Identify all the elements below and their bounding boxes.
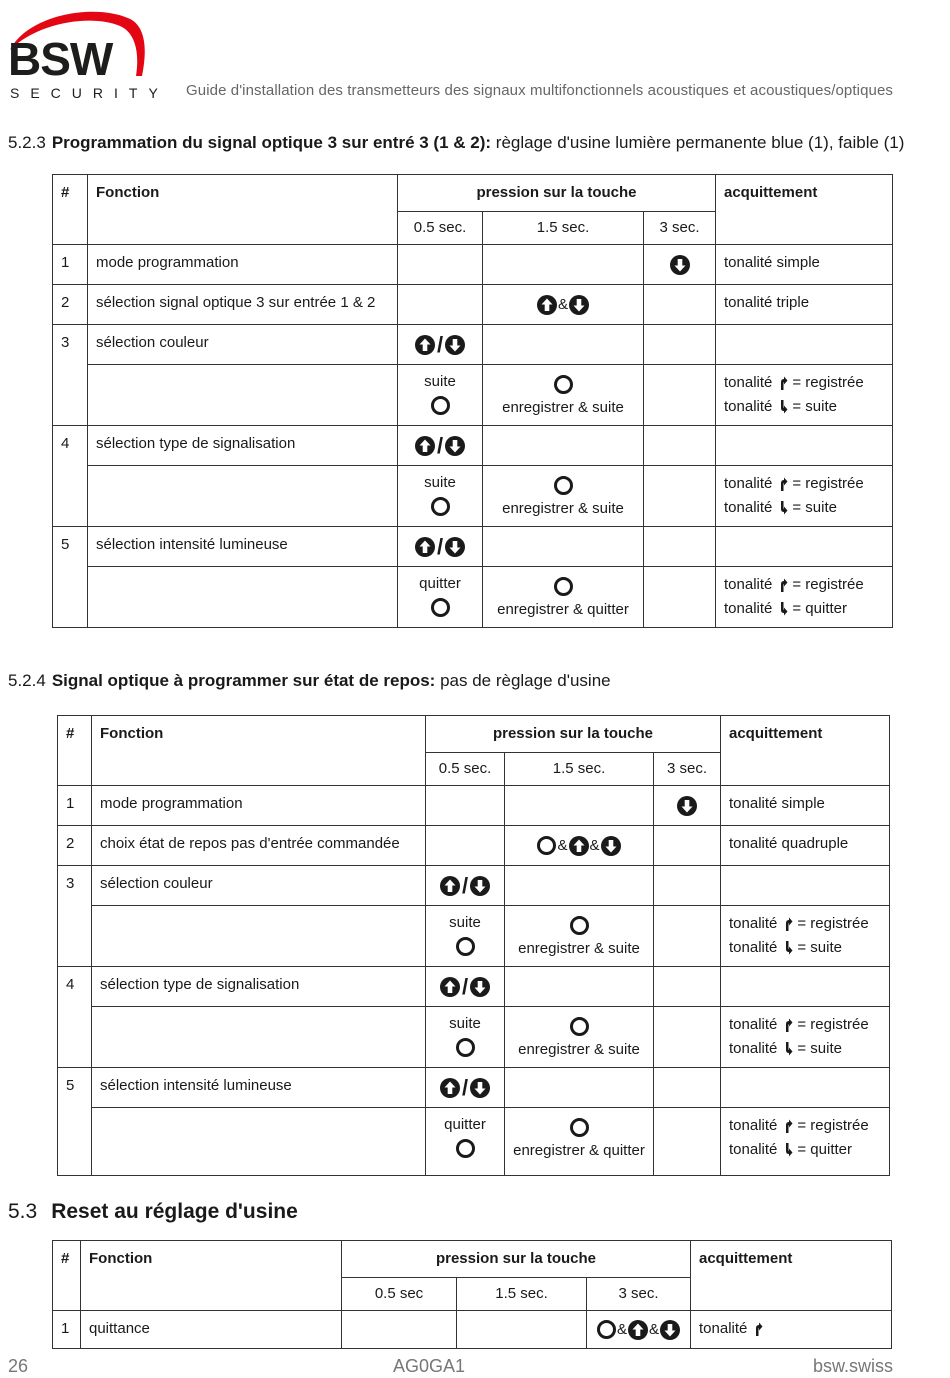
col-pression-header: pression sur la touche bbox=[342, 1241, 691, 1278]
section-title: Reset au réglage d'usine bbox=[51, 1200, 298, 1223]
key-circle-icon bbox=[456, 1139, 475, 1158]
col-acq-header: acquittement bbox=[716, 175, 893, 212]
key-circle-icon bbox=[570, 916, 589, 935]
table-reset-53 bbox=[52, 1240, 892, 1349]
logo-subtitle: SECURITY bbox=[10, 85, 169, 101]
logo-wordmark: BSW bbox=[8, 33, 113, 85]
table-row: suite enregistrer & suite tonalité = registrée tonalité = suite bbox=[58, 1007, 890, 1068]
col-fonction-header: Fonction bbox=[81, 1241, 342, 1278]
section-523-title bbox=[8, 133, 904, 153]
tone-down-icon bbox=[783, 1042, 793, 1056]
tone-down-icon bbox=[783, 941, 793, 955]
down-arrow-icon bbox=[470, 977, 490, 997]
section-53-title bbox=[8, 1200, 298, 1224]
down-arrow-icon bbox=[569, 295, 589, 315]
table-row: 1 quittance & & tonalité bbox=[53, 1311, 892, 1349]
tone-up-icon bbox=[783, 1119, 793, 1133]
tone-down-icon bbox=[778, 602, 788, 616]
down-arrow-icon bbox=[677, 796, 697, 816]
tone-up-icon bbox=[778, 578, 788, 592]
tone-up-icon bbox=[778, 477, 788, 491]
up-arrow-icon bbox=[440, 1078, 460, 1098]
up-arrow-icon bbox=[569, 836, 589, 856]
table-row: 3 sélection couleur / bbox=[53, 325, 893, 365]
col-3-header: 3 sec. bbox=[654, 753, 721, 786]
section-title-rest: règlage d'usine lumière permanente blue (1), faible (1) bbox=[491, 133, 905, 152]
key-circle-icon bbox=[537, 836, 556, 855]
tone-down-icon bbox=[778, 400, 788, 414]
key-circle-icon bbox=[570, 1017, 589, 1036]
table-row: 4 sélection type de signalisation / bbox=[53, 426, 893, 466]
section-title-bold: Signal optique à programmer sur état de repos: bbox=[51, 671, 436, 690]
key-circle-icon bbox=[597, 1320, 616, 1339]
down-arrow-icon bbox=[445, 537, 465, 557]
col-05-header: 0.5 sec. bbox=[398, 212, 483, 245]
tone-up-icon bbox=[778, 376, 788, 390]
table-programmation-523 bbox=[52, 174, 893, 628]
col-num-header: # bbox=[53, 1241, 81, 1278]
col-15-header: 1.5 sec. bbox=[457, 1278, 587, 1311]
table-row: 1 mode programmation tonalité simple bbox=[53, 245, 893, 285]
table-row: suite enregistrer & suite tonalité = registrée tonalité = suite bbox=[58, 906, 890, 967]
table-row: 1 mode programmation tonalité simple bbox=[58, 786, 890, 826]
tone-down-icon bbox=[783, 1143, 793, 1157]
col-fonction-header: Fonction bbox=[92, 716, 426, 753]
table-row: 5 sélection intensité lumineuse / bbox=[58, 1068, 890, 1108]
tone-up-icon bbox=[783, 1018, 793, 1032]
col-num-header: # bbox=[58, 716, 92, 753]
section-524-title bbox=[8, 671, 611, 691]
section-title-rest: pas de règlage d'usine bbox=[435, 671, 611, 690]
up-arrow-icon bbox=[415, 436, 435, 456]
table-row: suite enregistrer & suite tonalité = registrée tonalité = suite bbox=[53, 466, 893, 527]
col-05-header: 0.5 sec. bbox=[426, 753, 505, 786]
col-acq-header: acquittement bbox=[691, 1241, 892, 1278]
col-05-header: 0.5 sec bbox=[342, 1278, 457, 1311]
col-pression-header: pression sur la touche bbox=[426, 716, 721, 753]
key-circle-icon bbox=[431, 396, 450, 415]
key-circle-icon bbox=[570, 1118, 589, 1137]
up-arrow-icon bbox=[537, 295, 557, 315]
up-arrow-icon bbox=[440, 876, 460, 896]
col-3-header: 3 sec. bbox=[587, 1278, 691, 1311]
up-arrow-icon bbox=[415, 537, 435, 557]
col-pression-header: pression sur la touche bbox=[398, 175, 716, 212]
up-arrow-icon bbox=[628, 1320, 648, 1340]
table-row: 5 sélection intensité lumineuse / bbox=[53, 527, 893, 567]
key-circle-icon bbox=[554, 375, 573, 394]
down-arrow-icon bbox=[445, 335, 465, 355]
col-15-header: 1.5 sec. bbox=[505, 753, 654, 786]
table-row: 2 sélection signal optique 3 sur entrée 1 & 2 & tonalité triple bbox=[53, 285, 893, 325]
down-arrow-icon bbox=[670, 255, 690, 275]
website-link[interactable]: bsw.swiss bbox=[812, 1356, 893, 1376]
section-number: 5.3 bbox=[8, 1200, 38, 1223]
document-title: Guide d'installation des transmetteurs des signaux multifonctionnels acoustiques et acoustiques/optiques bbox=[185, 82, 893, 99]
section-number: 5.2.4 bbox=[8, 671, 46, 690]
tone-down-icon bbox=[778, 501, 788, 515]
col-fonction-header: Fonction bbox=[88, 175, 398, 212]
down-arrow-icon bbox=[660, 1320, 680, 1340]
down-arrow-icon bbox=[470, 1078, 490, 1098]
up-arrow-icon bbox=[415, 335, 435, 355]
col-3-header: 3 sec. bbox=[644, 212, 716, 245]
tone-up-icon bbox=[783, 917, 793, 931]
section-title-bold: Programmation du signal optique 3 sur entré 3 (1 & 2): bbox=[51, 133, 492, 152]
table-row: quitter enregistrer & quitter tonalité = registrée tonalité = quitter bbox=[58, 1108, 890, 1176]
key-circle-icon bbox=[431, 497, 450, 516]
col-acq-header: acquittement bbox=[721, 716, 890, 753]
table-row: 4 sélection type de signalisation / bbox=[58, 967, 890, 1007]
table-row: suite enregistrer & suite tonalité = registrée tonalité = suite bbox=[53, 365, 893, 426]
key-circle-icon bbox=[431, 598, 450, 617]
down-arrow-icon bbox=[601, 836, 621, 856]
table-row: quitter enregistrer & quitter tonalité = registrée tonalité = quitter bbox=[53, 567, 893, 628]
section-number: 5.2.3 bbox=[8, 133, 46, 152]
up-arrow-icon bbox=[440, 977, 460, 997]
key-circle-icon bbox=[456, 937, 475, 956]
tone-up-icon bbox=[753, 1322, 763, 1336]
table-etat-repos-524 bbox=[57, 715, 890, 1176]
down-arrow-icon bbox=[470, 876, 490, 896]
page-number: 26 bbox=[8, 1356, 29, 1376]
key-circle-icon bbox=[554, 577, 573, 596]
key-circle-icon bbox=[554, 476, 573, 495]
page-header bbox=[0, 0, 950, 110]
bsw-logo bbox=[8, 6, 169, 101]
document-code: AG0GA1 bbox=[393, 1356, 466, 1376]
table-row: 2 choix état de repos pas d'entrée commandée & & tonalité quadruple bbox=[58, 826, 890, 866]
col-15-header: 1.5 sec. bbox=[483, 212, 644, 245]
col-num-header: # bbox=[53, 175, 88, 212]
down-arrow-icon bbox=[445, 436, 465, 456]
key-circle-icon bbox=[456, 1038, 475, 1057]
table-row: 3 sélection couleur / bbox=[58, 866, 890, 906]
